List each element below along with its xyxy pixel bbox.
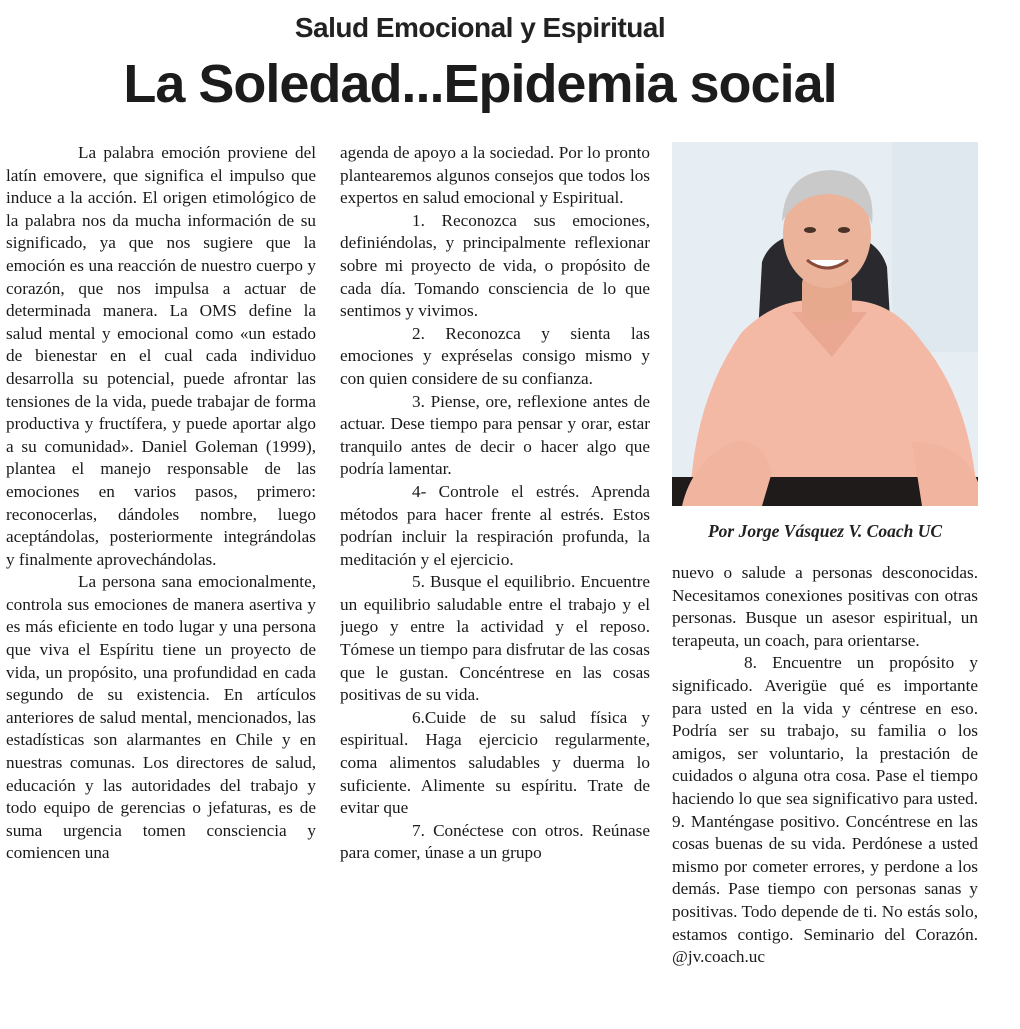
article-column-1 [6,142,316,1022]
paragraph: 6.Cuide de su salud física y espiritual. Haga ejercicio regularmente, coma alimentos saludables y duerma lo suficiente. Alimente su espíritu. Trate de evitar que [340,707,650,818]
paragraph: 3. Piense, ore, reflexione antes de actuar. Dese tiempo para pensar y orar, estar tranquilo antes de decir o hacer algo que podría lamentar. [340,391,650,479]
paragraph: 1. Reconozca sus emociones, definiéndolas, y principalmente reflexionar sobre mi proyecto de vida, o propósito de cada día. Tomando consciencia de lo que sentimos y vivimos. [340,210,650,321]
article-column-3 [672,562,978,1022]
article-column-2 [340,142,650,1022]
article-headline: La Soledad...Epidemia social [123,54,837,114]
paragraph: agenda de apoyo a la sociedad. Por lo pronto plantearemos algunos consejos que todos los expertos en salud emocional y Espiritual. [340,143,650,208]
paragraph: 5. Busque el equilibrio. Encuentre un equilibrio saludable entre el trabajo y el juego y entre la actividad y el reposo. Tómese un tiempo para disfrutar de las cosas que le gustan. Concéntrese en las cosas positivas de su vida. [340,572,650,705]
paragraph: 8. Encuentre un propósito y significado. Averigüe qué es importante para usted en la vida y céntrese en eso. Podría ser su trabajo, su familia o los amigos, ser voluntario, la prestación de cuidados o alguna otra cosa. Pase el tiempo haciendo lo que sea significativo para usted. 9. Manténgase positivo. Concéntrese en las cosas buenas de su vida. Perdónese a usted mismo por cometer errores, y perdone a los demás. Pase tiempo con personas sanas y positivas. Todo depende de ti. No estás solo, estamos contigo. Seminario del Corazón. @jv.coach.uc [672,653,978,967]
section-kicker: Salud Emocional y Espiritual [294,12,666,43]
paragraph: 4- Controle el estrés. Aprenda métodos para hacer frente al estrés. Estos podrían incluir la respiración profunda, la meditación y el ejercicio. [340,481,650,569]
paragraph: La palabra emoción proviene del latín emovere, que significa el impulso que induce a la acción. El origen etimológico de la palabra nos da mucha información de su significado, ya que nos sugiere que la emoción es una reacción de nuestro cuerpo y corazón, que nos impulsa a actuar de determinada manera. La OMS define la salud mental y emocional como «un estado de bienestar en el cual cada individuo desarrolla su potencial, puede afrontar las tensiones de la vida, puede trabajar de forma productiva y fructífera, y puede aportar algo a su comunidad». Daniel Goleman (1999), plantea el manejo responsable de las emociones en varios pasos, primero: reconocerlas, dándoles nombre, luego aceptándolas, posteriormente integrándolas y finalmente aprovechándolas. [6,143,316,569]
paragraph: 2. Reconozca y sienta las emociones y expréselas consigo mismo y con quien considere de su confianza. [340,323,650,388]
author-byline: Por Jorge Vásquez V. Coach UC [707,521,943,541]
paragraph: La persona sana emocionalmente, controla sus emociones de manera asertiva y es más eficiente en todo lugar y una persona que viva el Espíritu tiene un proyecto de vida, un propósito, una profundidad en cada segundo de su existencia. En artículos anteriores de salud mental, mencionados, las estadísticas son alarmantes en Chile y en nuestras comunas. Los directores de salud, educación y las autoridades del trabajo y todo equipo de gerencias o jefaturas, es de suma urgencia tomen consciencia y comiencen una [6,572,316,863]
paragraph: nuevo o salude a personas desconocidas. Necesitamos conexiones positivas con otras personas. Busque un asesor espiritual, un terapeuta, un coach, para orientarse. [672,563,978,650]
paragraph: 7. Conéctese con otros. Reúnase para comer, únase a un grupo [340,820,650,863]
author-photo [672,142,978,506]
